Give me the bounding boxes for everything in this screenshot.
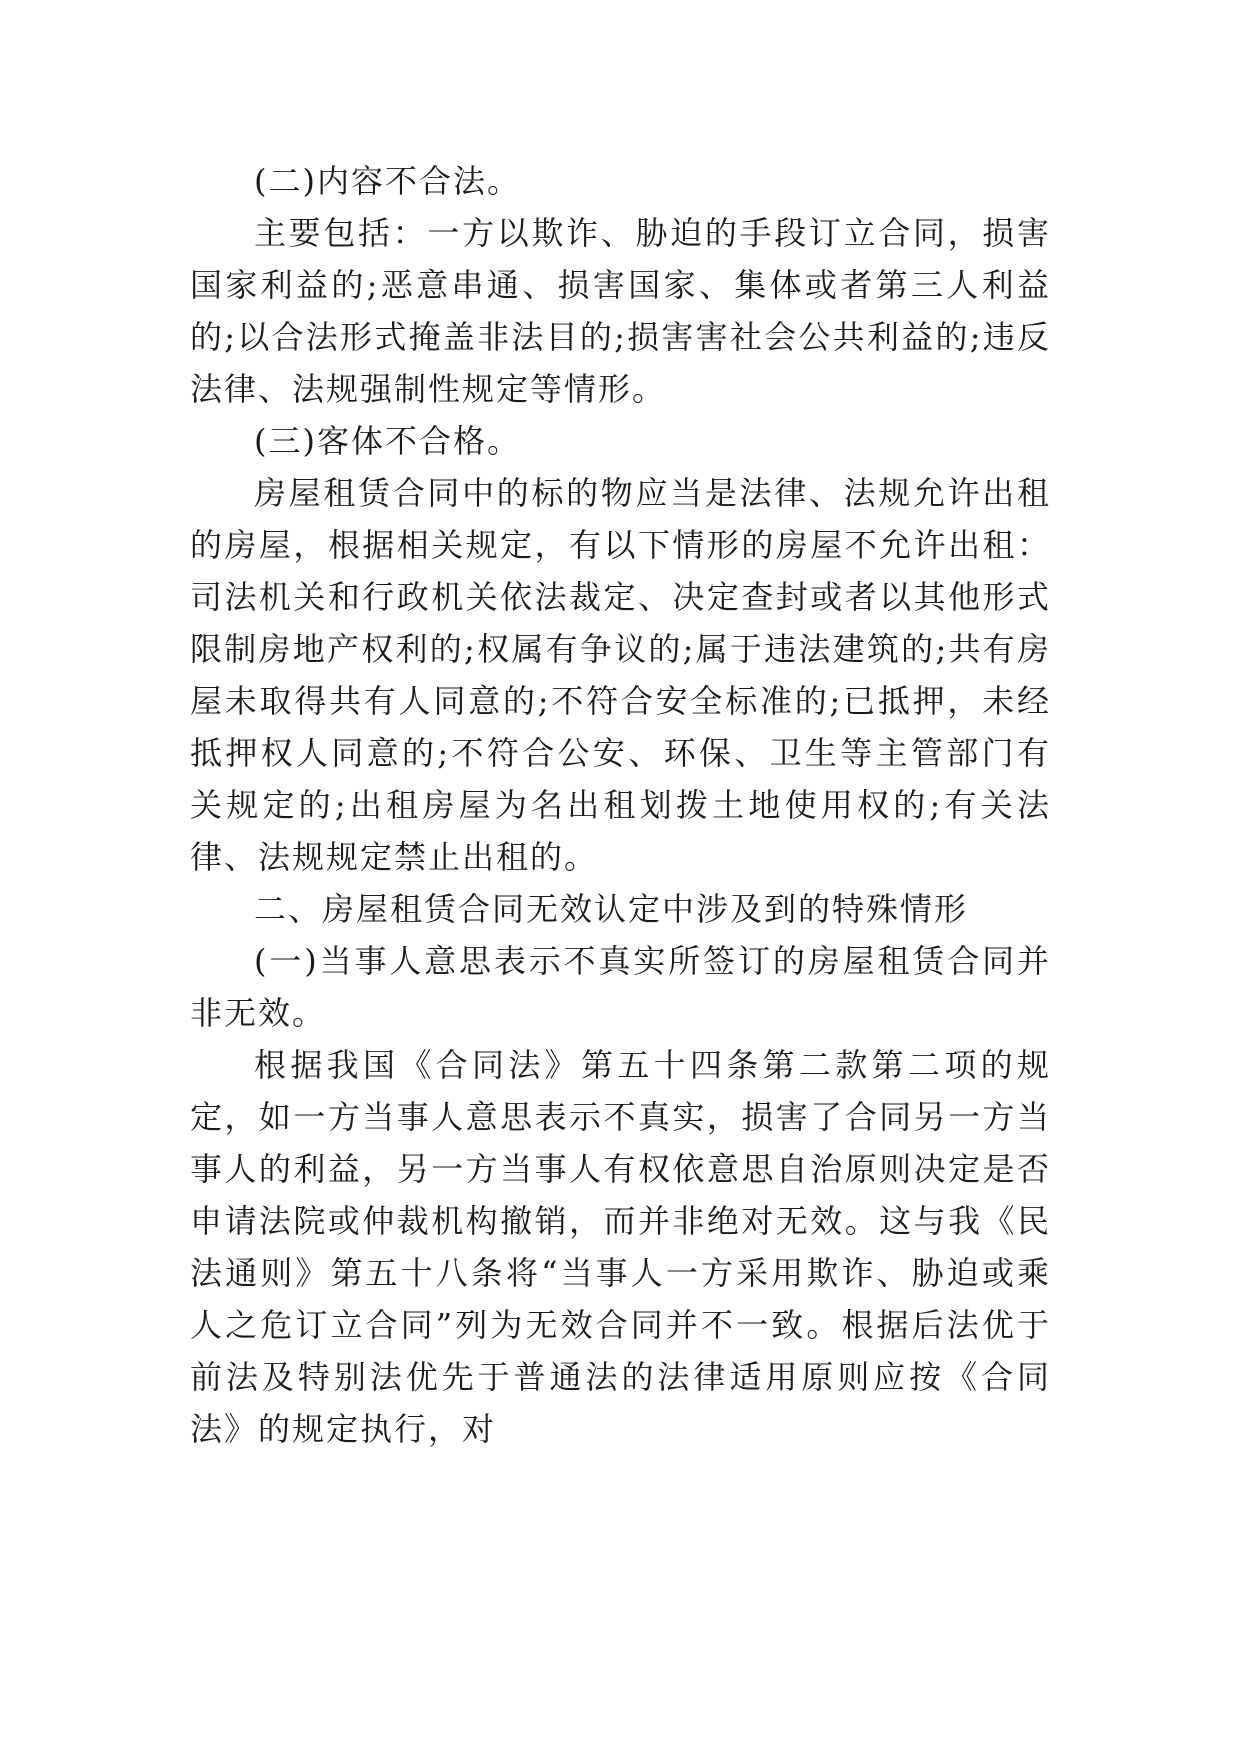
paragraph-content-illegal-detail: 主要包括：一方以欺诈、胁迫的手段订立合同，损害国家利益的;恶意串通、损害国家、集体或者第三人利益的;以合法形式掩盖非法目的;损害害社会公共利益的;违反法律、法规强制性规定等情形。: [190, 214, 1051, 408]
heading-content-illegal: (二)内容不合法。: [254, 162, 521, 200]
section-heading-special-cases: 二、房屋租赁合同无效认定中涉及到的特殊情形: [254, 890, 969, 928]
paragraph-untrue-intent-detail: 根据我国《合同法》第五十四条第二款第二项的规定，如一方当事人意思表示不真实，损害了合同另一方当事人的利益，另一方当事人有权依意思自治原则决定是否申请法院或仲裁机构撤销，而并非绝对无效。这与我《民法通则》第五十八条将“当事人一方采用欺诈、胁迫或乘人之危订立合同”列为无效合同并不一致。根据后法优于前法及特别法优先于普通法的法律适用原则应按《合同法》的规定执行，对: [190, 1046, 1051, 1448]
heading-object-unqualified: (三)客体不合格。: [254, 422, 521, 460]
heading-untrue-intent: (一)当事人意思表示不真实所签订的房屋租赁合同并非无效。: [190, 942, 1051, 1032]
paragraph-object-unqualified-detail: 房屋租赁合同中的标的物应当是法律、法规允许出租的房屋，根据相关规定，有以下情形的房屋不允许出租：司法机关和行政机关依法裁定、决定查封或者以其他形式限制房地产权利的;权属有争议的;属于违法建筑的;共有房屋未取得共有人同意的;不符合安全标准的;已抵押，未经抵押权人同意的;不符合公安、环保、卫生等主管部门有关规定的;出租房屋为名出租划拨土地使用权的;有关法律、法规规定禁止出租的。: [190, 474, 1051, 876]
document-body: [190, 155, 1051, 1455]
